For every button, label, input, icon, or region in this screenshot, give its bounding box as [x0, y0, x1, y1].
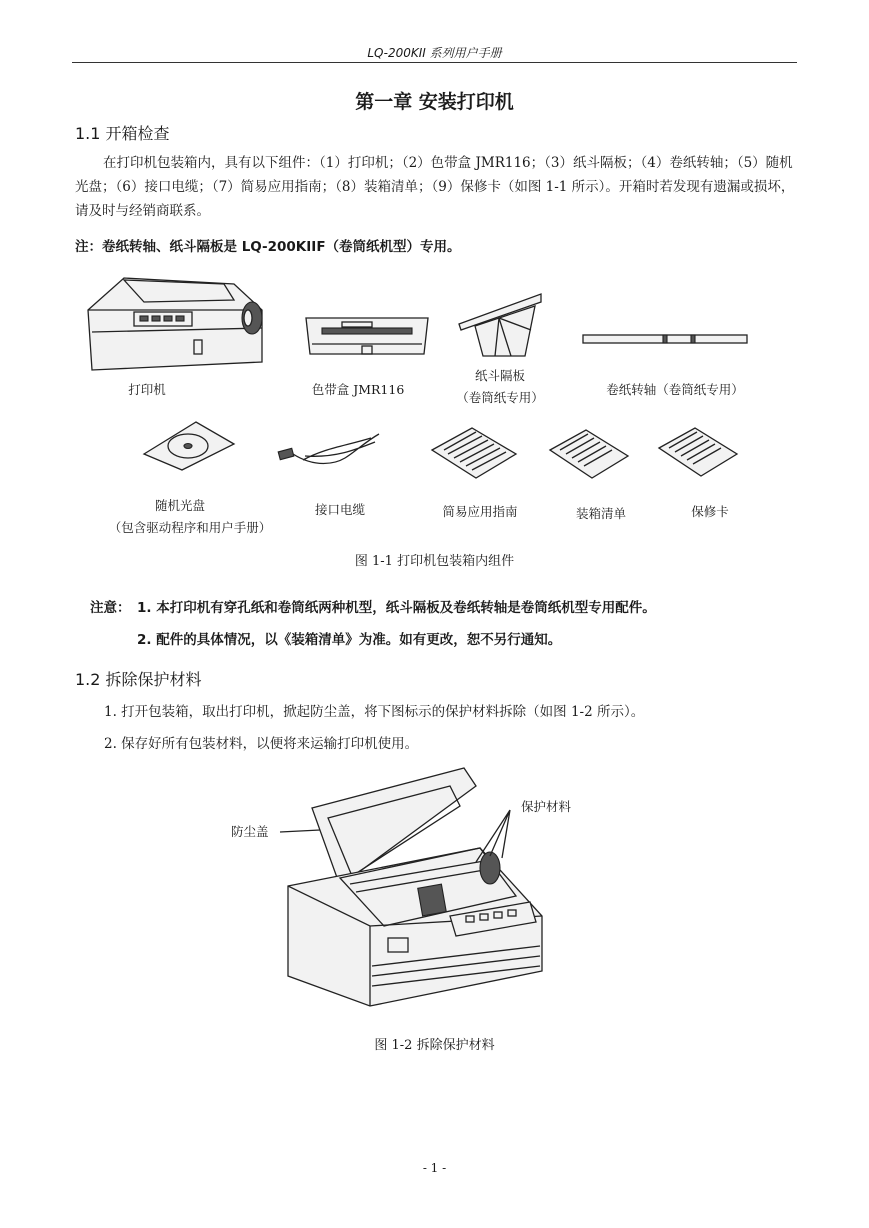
- label-roll-shaft: 卷纸转轴（卷筒纸专用）: [606, 382, 744, 397]
- label-guide: 简易应用指南: [442, 504, 518, 519]
- notice-prefix: 注意：: [90, 600, 131, 616]
- printer-illustration: [84, 270, 274, 380]
- guide-illustration: [428, 424, 520, 482]
- cable-illustration: [275, 428, 387, 472]
- figure-1-1-caption: 图 1-1 打印机包装箱内组件: [354, 554, 515, 569]
- label-cable: 接口电缆: [314, 502, 365, 517]
- section-heading-1-1: 1.1 开箱检查: [75, 124, 170, 143]
- running-header: LQ-200KII 系列用户手册: [367, 46, 502, 60]
- section-1-2-item-1: 1. 打开包装箱，取出打印机，掀起防尘盖，将下图标示的保护材料拆除（如图 1-2 所示）。: [104, 704, 645, 720]
- page-number: - 1 -: [422, 1161, 447, 1175]
- ribbon-cartridge-illustration: [302, 308, 432, 360]
- warranty-card-illustration: [655, 424, 741, 480]
- header-rule: [72, 62, 797, 63]
- figure-1-2-caption: 图 1-2 拆除保护材料: [374, 1038, 495, 1053]
- section-1-2-item-2: 2. 保存好所有包装材料，以便将来运输打印机使用。: [104, 736, 419, 752]
- roll-shaft-illustration: [581, 333, 751, 347]
- label-cd-sub: （包含驱动程序和用户手册）: [108, 520, 272, 535]
- label-printer: 打印机: [128, 382, 166, 397]
- section-1-1-paragraph: 在打印机包装箱内，具有以下组件：（1）打印机；（2）色带盒 JMR116；（3）纸斗隔板；（4）卷纸转轴；（5）随机光盘；（6）接口电缆；（7）简易应用指南；（8）装箱清单；（9）保修卡（如图 1-1 所示）。开箱时若发现有遗漏或损坏，请及时与经销商联系。: [75, 155, 795, 219]
- section-heading-1-2: 1.2 拆除保护材料: [75, 670, 202, 689]
- label-cd: 随机光盘: [154, 498, 205, 513]
- cd-illustration: [140, 418, 238, 474]
- label-warranty: 保修卡: [691, 504, 729, 519]
- open-printer-illustration: [280, 766, 550, 1016]
- chapter-title: 第一章 安装打印机: [355, 91, 514, 113]
- notice-item-2: 2. 配件的具体情况，以《装箱清单》为准。如有更改，恕不另行通知。: [137, 632, 562, 648]
- notice-item-1: 1. 本打印机有穿孔纸和卷筒纸两种机型，纸斗隔板及卷纸转轴是卷筒纸机型专用配件。: [137, 600, 656, 616]
- packing-list-illustration: [546, 426, 632, 482]
- label-protect-material: 保护材料: [521, 799, 572, 814]
- label-dust-cover: 防尘盖: [231, 824, 269, 839]
- section-1-1-note: 注：卷纸转轴、纸斗隔板是 LQ-200KIIF（卷筒纸机型）专用。: [75, 239, 461, 255]
- label-separator: 纸斗隔板: [474, 368, 525, 383]
- label-ribbon: 色带盒 JMR116: [311, 382, 405, 397]
- label-separator-sub: （卷筒纸专用）: [456, 390, 544, 405]
- label-packing-list: 装箱清单: [575, 506, 626, 521]
- separator-illustration: [455, 290, 547, 362]
